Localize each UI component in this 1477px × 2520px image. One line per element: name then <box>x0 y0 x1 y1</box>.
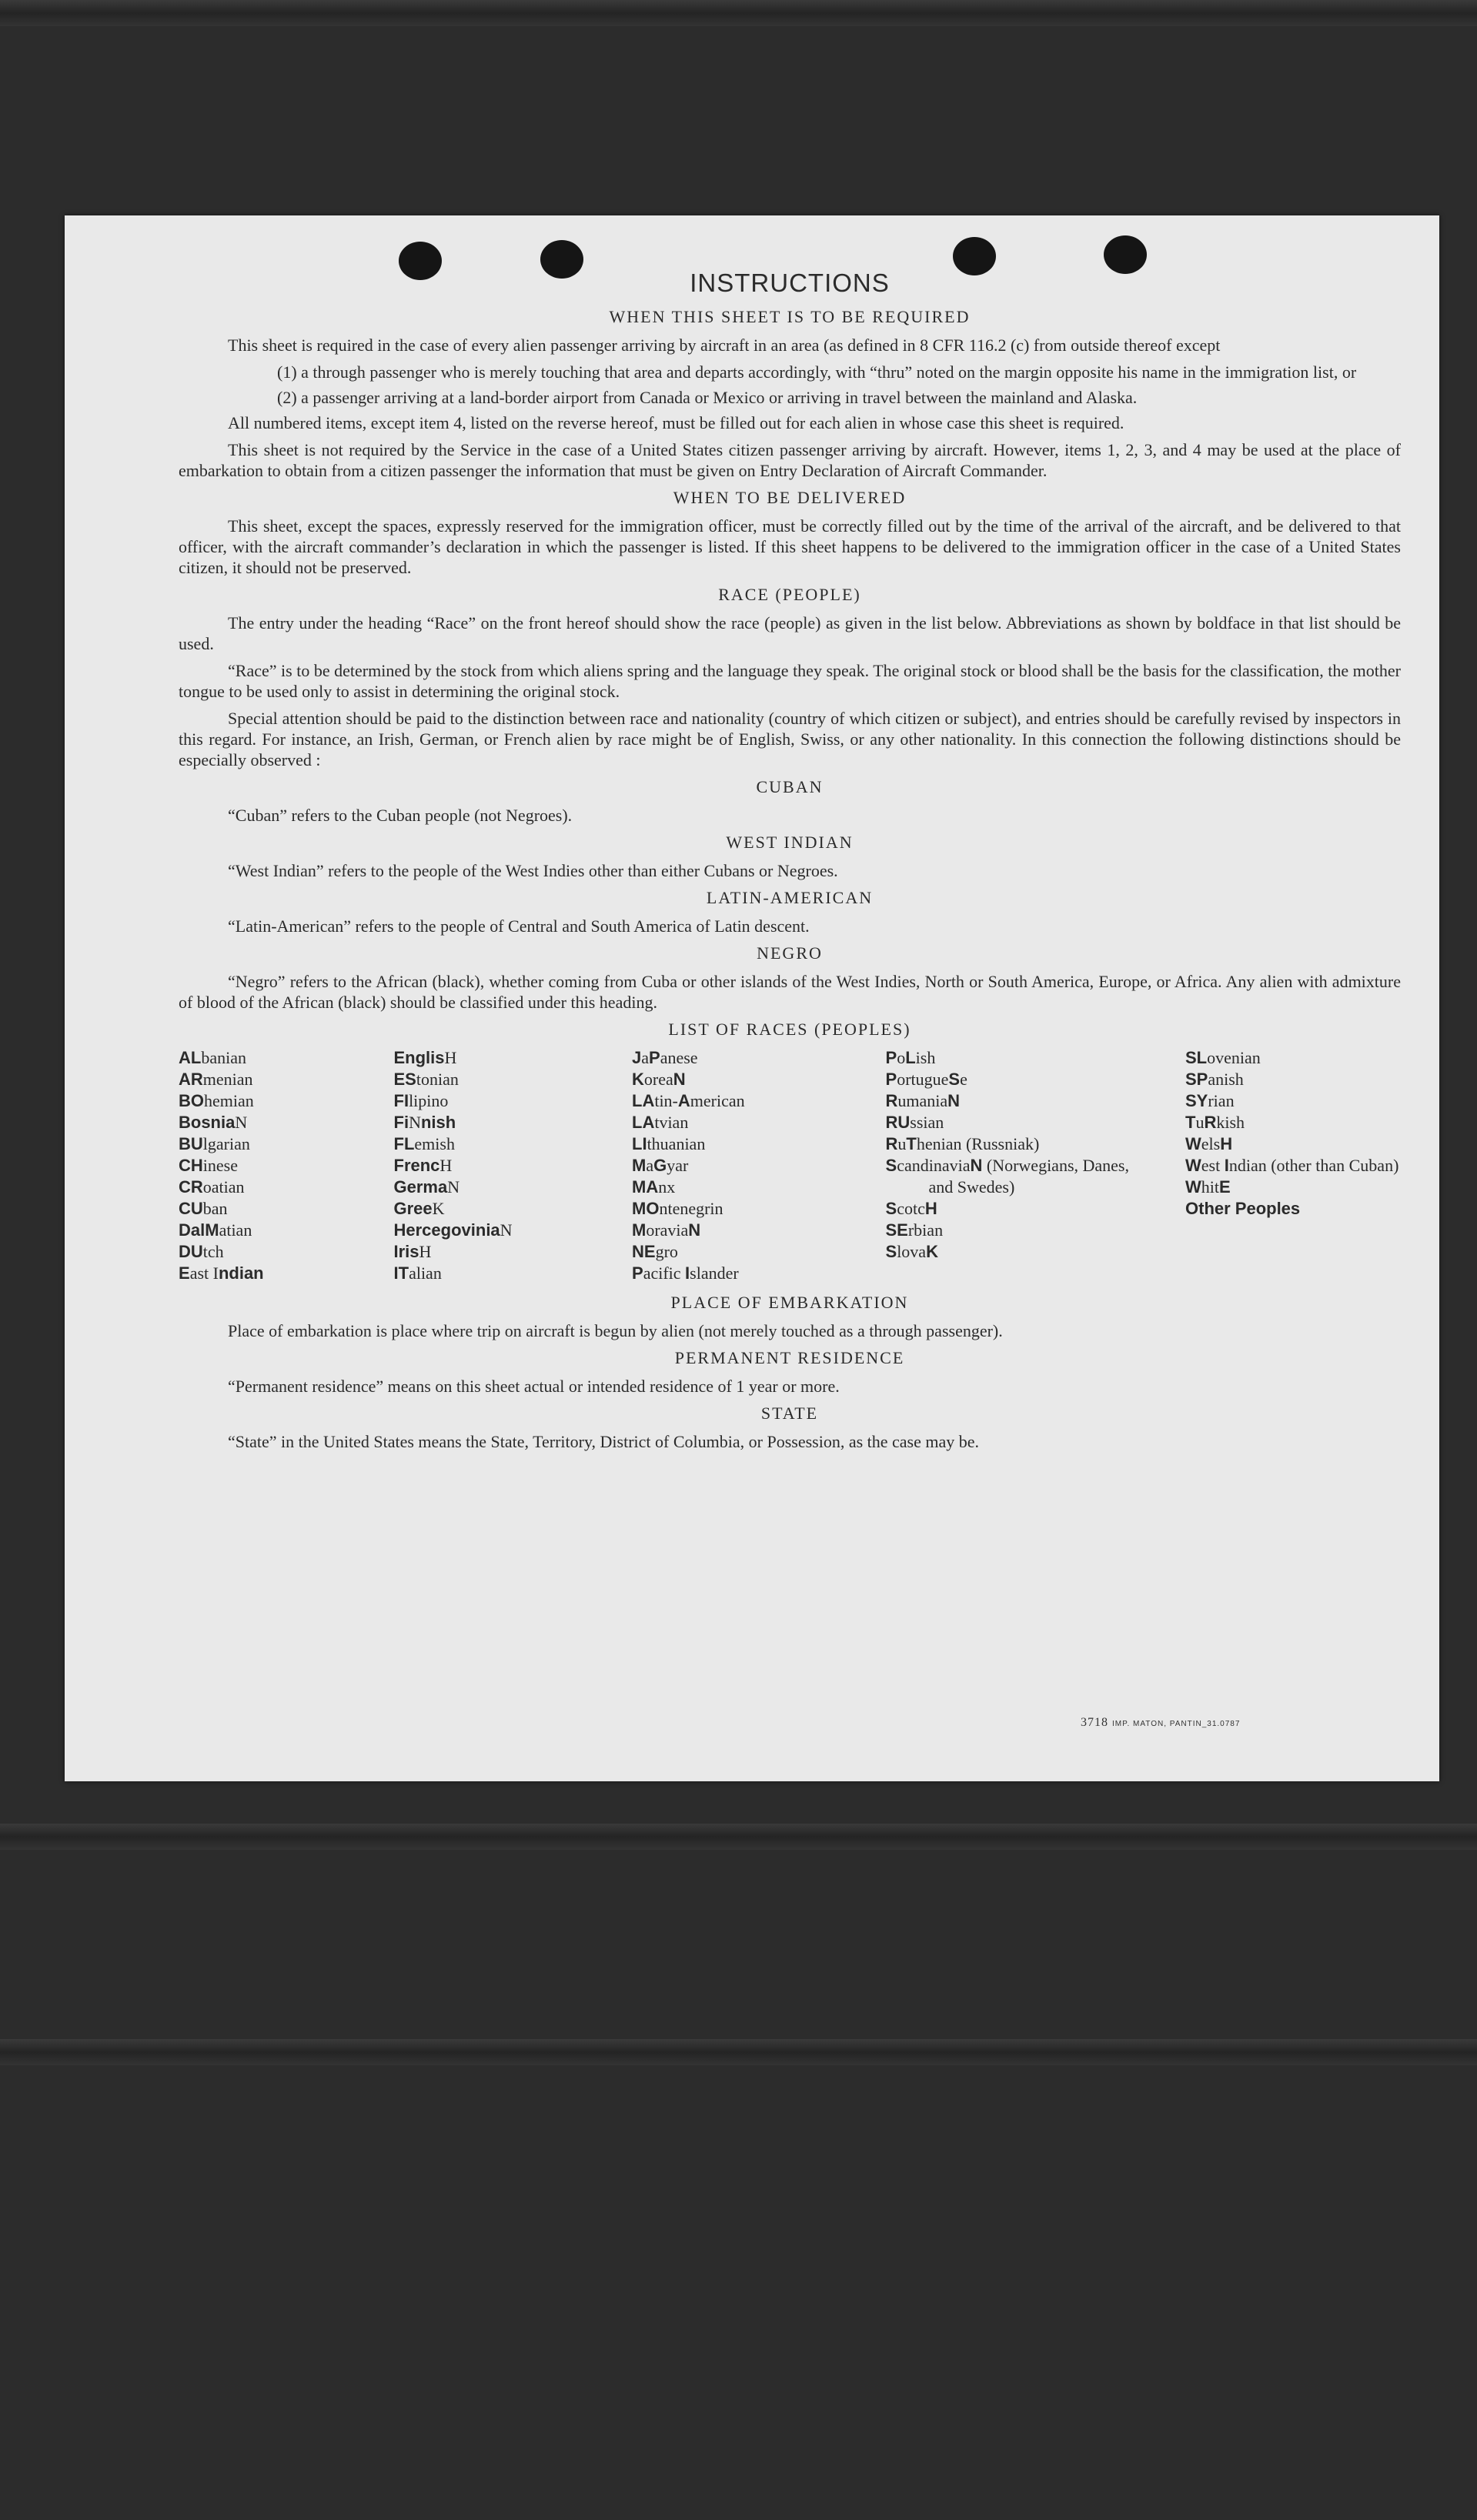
race-item: RumaniaN <box>885 1091 961 1110</box>
printer-mark: IMP. MATON, PANTIN_31.0787 <box>1112 1720 1241 1728</box>
page-title: INSTRUCTIONS <box>690 269 890 297</box>
race-item: LAtin-American <box>632 1091 745 1110</box>
race-item: LAtvian <box>632 1113 689 1132</box>
race-item: MoraviaN <box>632 1220 701 1240</box>
race-item: Other Peoples <box>1185 1199 1301 1218</box>
form-footer <box>1081 1716 1240 1730</box>
section-heading-residence: PERMANENT RESIDENCE <box>674 1348 905 1367</box>
race-item: ITalian <box>393 1263 442 1283</box>
race-item: CUban <box>179 1199 228 1218</box>
paragraph: Special attention should be paid to the distinction between race and nationality (country of which citizen or subject), and entries should be carefully revised by inspectors in this regard. For instance, an Irish, German, or French alien by race might be of English, Swiss, or any other nationality. In this connection the following distinctions should be especially observed : <box>179 709 1401 769</box>
race-item: GreeK <box>393 1199 445 1218</box>
race-item: EnglisH <box>393 1048 457 1067</box>
race-item: SlovaK <box>885 1242 938 1261</box>
race-item: PoLish <box>885 1048 936 1067</box>
race-item: DalMatian <box>179 1220 252 1240</box>
race-item: ARmenian <box>179 1070 253 1089</box>
section-heading-list-of-races: LIST OF RACES (PEOPLES) <box>668 1020 911 1039</box>
paragraph: “Latin-American” refers to the people of Central and South America of Latin descent. <box>228 916 810 936</box>
race-item: SErbian <box>885 1220 944 1240</box>
race-item: CHinese <box>179 1156 238 1175</box>
paragraph: “Permanent residence” means on this sheet actual or intended residence of 1 year or more. <box>228 1377 840 1396</box>
film-band-top <box>0 0 1477 26</box>
race-item: MaGyar <box>632 1156 689 1175</box>
race-item: FiNnish <box>393 1113 456 1132</box>
race-item: ScandinaviaN (Norwegians, Danes, and Swedes) <box>885 1156 1129 1197</box>
section-heading-latin-american: LATIN-AMERICAN <box>706 888 874 907</box>
paragraph: “Negro” refers to the African (black), whether coming from Cuba or other islands of the West Indies, North or South America, Europe, or Africa. Any alien with admixture of blood of the African (black) should be classified under this heading. <box>179 972 1401 1012</box>
section-heading-west-indian: WEST INDIAN <box>726 833 854 852</box>
race-item: JaPanese <box>632 1048 698 1067</box>
race-item: LIthuanian <box>632 1134 706 1153</box>
section-heading-when-delivered: WHEN TO BE DELIVERED <box>673 488 907 507</box>
race-item: BosniaN <box>179 1113 248 1132</box>
race-item: MAnx <box>632 1177 676 1197</box>
section-heading-when-required: WHEN THIS SHEET IS TO BE REQUIRED <box>609 307 971 326</box>
document-page <box>65 215 1439 1781</box>
race-column <box>1185 1047 1401 1284</box>
race-list <box>179 1047 1401 1284</box>
list-item: (1) a through passenger who is merely touching that area and departs accordingly, with “thru” noted on the margin opposite his name in the immigration list, or <box>277 362 1357 382</box>
race-item: WelsH <box>1185 1134 1233 1153</box>
race-item: ScotcH <box>885 1199 937 1218</box>
race-item: FrencH <box>393 1156 453 1175</box>
paragraph: This sheet is not required by the Service in the case of a United States citizen passenger arriving by aircraft. However, items 1, 2, 3, and 4 may be used at the place of embarkation to obtain from a citizen passenger the information that must be given on Entry Declaration of Aircraft Commander. <box>179 440 1401 480</box>
race-item: KoreaN <box>632 1070 686 1089</box>
race-item: MOntenegrin <box>632 1199 723 1218</box>
section-heading-negro: NEGRO <box>757 943 823 963</box>
race-item: NEgro <box>632 1242 678 1261</box>
race-item: SPanish <box>1185 1070 1244 1089</box>
race-item: RuThenian (Russniak) <box>885 1134 1040 1153</box>
race-column <box>886 1047 1148 1284</box>
race-item: PortugueSe <box>885 1070 967 1089</box>
race-item: FLemish <box>393 1134 455 1153</box>
paragraph: Place of embarkation is place where trip on aircraft is begun by alien (not merely touched as a through passenger). <box>228 1321 1003 1340</box>
section-heading-state: STATE <box>760 1404 819 1423</box>
form-number: 3718 <box>1081 1716 1108 1729</box>
race-item: SLovenian <box>1185 1048 1261 1067</box>
section-heading-race: RACE (PEOPLE) <box>718 585 861 604</box>
race-item: Pacific Islander <box>632 1263 739 1283</box>
race-column <box>179 1047 356 1284</box>
race-item: West Indian (other than Cuban) <box>1185 1156 1399 1175</box>
section-heading-cuban: CUBAN <box>756 777 824 796</box>
race-item: TuRkish <box>1185 1113 1245 1132</box>
list-item: (2) a passenger arriving at a land-border airport from Canada or Mexico or arriving in travel between the mainland and Alaska. <box>277 388 1138 407</box>
paragraph: “State” in the United States means the State, Territory, District of Columbia, or Possession, as the case may be. <box>228 1432 980 1451</box>
race-item: DUtch <box>179 1242 224 1261</box>
race-item: WhitE <box>1185 1177 1231 1197</box>
paragraph: “West Indian” refers to the people of the West Indies other than either Cubans or Negroes. <box>228 861 838 880</box>
race-item: BUlgarian <box>179 1134 250 1153</box>
film-band-1 <box>0 1824 1477 1850</box>
film-band-2 <box>0 2039 1477 2065</box>
race-item: HercegoviniaN <box>393 1220 513 1240</box>
section-heading-embarkation: PLACE OF EMBARKATION <box>670 1293 909 1312</box>
race-item: East Indian <box>179 1263 264 1283</box>
paragraph: This sheet is required in the case of every alien passenger arriving by aircraft in an area (as defined in 8 CFR 116.2 (c) from outside thereof except <box>228 335 1221 355</box>
race-item: BOhemian <box>179 1091 254 1110</box>
document-content <box>179 262 1401 1458</box>
race-item: CRoatian <box>179 1177 245 1197</box>
race-item: IrisH <box>393 1242 432 1261</box>
race-item: ALbanian <box>179 1048 246 1067</box>
paragraph: “Cuban” refers to the Cuban people (not Negroes). <box>228 806 573 825</box>
race-column <box>394 1047 594 1284</box>
race-column <box>632 1047 847 1284</box>
paragraph: “Race” is to be determined by the stock from which aliens spring and the language they speak. The original stock or blood shall be the basis for the classification, the mother tongue to be used only to assist in determining the original stock. <box>179 661 1401 701</box>
race-item: GermaN <box>393 1177 460 1197</box>
paragraph: This sheet, except the spaces, expressly reserved for the immigration officer, must be correctly filled out by the time of the arrival of the aircraft, and be delivered to that officer, with the aircraft commander’s declaration in which the passenger is listed. If this sheet happens to be delivered to the immigration officer in the case of a United States citizen, it should not be preserved. <box>179 516 1401 577</box>
race-item: FIlipino <box>393 1091 449 1110</box>
paragraph: The entry under the heading “Race” on the front hereof should show the race (people) as given in the list below. Abbreviations as shown by boldface in that list should be used. <box>179 613 1401 653</box>
paragraph: All numbered items, except item 4, listed on the reverse hereof, must be filled out for each alien in whose case this sheet is required. <box>228 413 1124 432</box>
race-item: SYrian <box>1185 1091 1235 1110</box>
race-item: RUssian <box>885 1113 944 1132</box>
race-item: EStonian <box>393 1070 459 1089</box>
